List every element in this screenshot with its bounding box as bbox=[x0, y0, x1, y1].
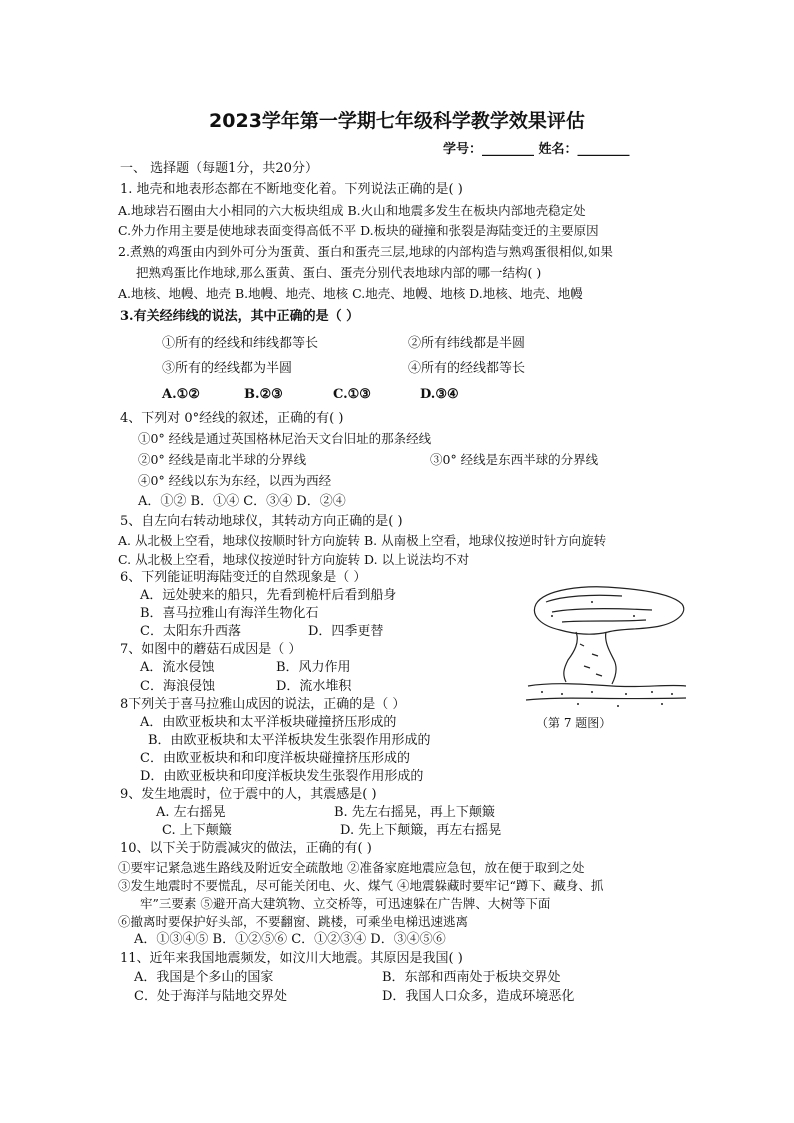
question-9-option-c: C. 上下颠簸 bbox=[162, 823, 232, 838]
question-3-statement-1: ①所有的经线和纬线都等长 bbox=[162, 336, 319, 351]
question-7-option-d: D．流水堆积 bbox=[276, 679, 352, 694]
question-9-stem: 9、发生地震时，位于震中的人，其震感是( ) bbox=[120, 787, 377, 802]
question-2-stem-line1: 2.煮熟的鸡蛋由内到外可分为蛋黄、蛋白和蛋壳三层,地球的内部构造与熟鸡蛋很相似,如果 bbox=[118, 244, 613, 259]
question-4-statement-2: ②0° 经线是南北半球的分界线 bbox=[138, 452, 307, 467]
page-title: 2023学年第一学期七年级科学教学效果评估 bbox=[209, 110, 585, 132]
question-4-statement-1: ①0° 经线是通过英国格林尼治天文台旧址的那条经线 bbox=[138, 431, 432, 446]
question-10-statement-line3: 牢”三要素 ⑤避开高大建筑物、立交桥等，可迅速躲在广告牌、大树等下面 bbox=[140, 896, 551, 911]
question-3-statement-2: ②所有纬线都是半圆 bbox=[408, 336, 526, 351]
section-heading: 一、 选择题（每题1分，共20分） bbox=[120, 161, 318, 176]
question-4-statement-3: ③0° 经线是东西半球的分界线 bbox=[430, 452, 599, 467]
question-10-statement-line2: ③发生地震时不要慌乱，尽可能关闭电、火、煤气 ④地震躲藏时要牢记“蹲下、藏身、抓 bbox=[118, 878, 604, 893]
question-8-option-d: D．由欧亚板块和印度洋板块发生张裂作用形成的 bbox=[140, 769, 424, 784]
question-1-options-row1: A.地球岩石圈由大小相同的六大板块组成 B.火山和地震多发生在板块内部地壳稳定处 bbox=[118, 203, 586, 218]
question-3-statement-4: ④所有的经线都等长 bbox=[408, 361, 526, 376]
figure-caption: （第 7 题图） bbox=[536, 716, 612, 730]
question-10-stem: 10、以下关于防震减灾的做法，正确的有( ) bbox=[120, 841, 372, 856]
question-6-option-b: B．喜马拉雅山有海洋生物化石 bbox=[140, 606, 319, 621]
question-11-stem: 11、近年来我国地震频发，如汶川大地震。其原因是我国( ) bbox=[120, 951, 463, 966]
question-7-option-a: A．流水侵蚀 bbox=[140, 660, 215, 675]
question-8-stem: 8下列关于喜马拉雅山成因的说法，正确的是（ ） bbox=[120, 697, 406, 712]
question-6-option-d: D．四季更替 bbox=[308, 624, 384, 639]
question-4-options: A．①② B．①④ C．③④ D．②④ bbox=[138, 494, 346, 509]
question-9-option-a: A. 左右摇晃 bbox=[156, 805, 226, 820]
question-11-option-d: D．我国人口众多，造成环境恶化 bbox=[382, 989, 575, 1004]
question-7-stem: 7、如图中的蘑菇石成因是（ ） bbox=[120, 642, 302, 657]
question-3-stem: 3.有关经纬线的说法，其中正确的是（ ） bbox=[120, 309, 360, 324]
question-5-options-row2: C. 从北极上空看，地球仪按逆时针方向旋转 D. 以上说法均不对 bbox=[118, 552, 470, 567]
question-3-statement-3: ③所有的经线都为半圆 bbox=[162, 361, 293, 376]
question-5-stem: 5、自左向右转动地球仪，其转动方向正确的是( ) bbox=[120, 514, 403, 529]
question-3-option-d: D.③④ bbox=[420, 387, 459, 402]
question-2-options: A.地核、地幔、地壳 B.地幔、地壳、地核 C.地壳、地幔、地核 D.地核、地壳、地幔 bbox=[118, 286, 583, 301]
question-7-option-c: C．海浪侵蚀 bbox=[140, 679, 215, 694]
question-10-statement-line1: ①要牢记紧急逃生路线及附近安全疏散地 ②准备家庭地震应急包，放在便于取到之处 bbox=[118, 860, 585, 875]
question-1-options-row2: C.外力作用主要是使地球表面变得高低不平 D.板块的碰撞和张裂是海陆变迁的主要原因 bbox=[118, 223, 599, 238]
question-9-option-d: D. 先上下颠簸，再左右摇晃 bbox=[340, 823, 502, 838]
question-6-stem: 6、下列能证明海陆变迁的自然现象是（ ） bbox=[120, 570, 367, 585]
question-8-option-c: C．由欧亚板块和和印度洋板块碰撞挤压形成的 bbox=[140, 751, 410, 766]
question-9-option-b: B. 先左右摇晃，再上下颠簸 bbox=[334, 805, 495, 820]
question-4-statement-4: ④0° 经线以东为东经，以西为西经 bbox=[138, 473, 332, 488]
question-3-option-c: C.①③ bbox=[333, 387, 371, 402]
mushroom-rock-figure bbox=[522, 582, 690, 712]
question-5-options-row1: A. 从北极上空看，地球仪按顺时针方向旋转 B. 从南极上空看，地球仪按逆时针方向旋转 bbox=[118, 533, 607, 548]
question-3-option-a: A.①② bbox=[162, 387, 200, 402]
question-8-option-b: B．由欧亚板块和太平洋板块发生张裂作用形成的 bbox=[148, 733, 431, 748]
question-6-option-a: A．远处驶来的船只，先看到桅杆后看到船身 bbox=[140, 588, 397, 603]
question-10-statement-line4: ⑥撤离时要保护好头部，不要翻窗、跳楼，可乘坐电梯迅速逃离 bbox=[118, 914, 469, 929]
question-3-option-b: B.②③ bbox=[244, 387, 283, 402]
student-info: 学号：________ 姓名：________ bbox=[443, 142, 630, 157]
question-1-stem: 1. 地壳和地表形态都在不断地变化着。下列说法正确的是( ) bbox=[120, 182, 463, 197]
question-11-option-b: B．东部和西南处于板块交界处 bbox=[382, 970, 561, 985]
question-6-option-c: C．太阳东升西落 bbox=[140, 624, 241, 639]
question-11-option-c: C．处于海洋与陆地交界处 bbox=[134, 989, 287, 1004]
question-11-option-a: A．我国是个多山的国家 bbox=[134, 970, 274, 985]
question-2-stem-line2: 把熟鸡蛋比作地球,那么蛋黄、蛋白、蛋壳分别代表地球内部的哪一结构( ) bbox=[136, 265, 542, 280]
question-4-stem: 4、下列对 0°经线的叙述，正确的有( ) bbox=[120, 411, 344, 426]
question-7-option-b: B．风力作用 bbox=[276, 660, 351, 675]
question-8-option-a: A．由欧亚板块和太平洋板块碰撞挤压形成的 bbox=[140, 715, 397, 730]
question-10-options: A．①③④⑤ B．①②⑤⑥ C．①②③④ D．③④⑤⑥ bbox=[134, 932, 446, 947]
